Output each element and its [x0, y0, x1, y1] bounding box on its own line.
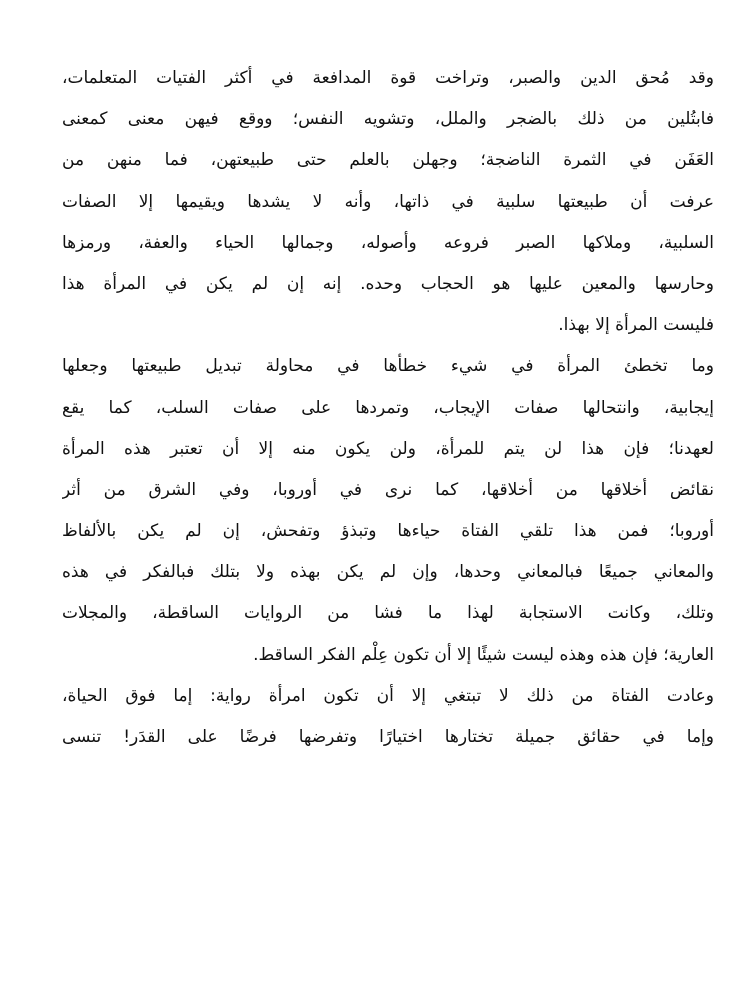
paragraph	[62, 58, 714, 346]
paragraph	[62, 346, 714, 676]
text-line: أوروبا؛ فمن هذا تلقي الفتاة حياءها وتبذؤ وتفحش، إن لم يكن بالألفاظ	[62, 521, 714, 542]
text-line: وتلك، وكانت الاستجابة لهذا ما فشا من الروايات الساقطة، والمجلات	[62, 603, 714, 624]
text-line: السلبية، وملاكها الصبر فروعه وأصوله، وجمالها الحياء والعفة، ورمزها	[62, 232, 714, 253]
text-line: وحارسها والمعين عليها هو الحجاب وحده. إنه إن لم يكن في المرأة هذا	[62, 273, 714, 294]
body-text	[62, 58, 714, 758]
text-line: فليست المرأة إلا بهذا.	[558, 315, 714, 336]
text-line: والمعاني جميعًا فبالمعاني وحدها، وإن لم يكن بهذه ولا بتلك فبالفكر في هذه	[62, 562, 714, 583]
text-line: وقد مُحق الدين والصبر، وتراخت قوة المدافعة في أكثر الفتيات المتعلمات،	[62, 68, 714, 88]
text-line: العَفَن في الثمرة الناضجة؛ وجهلن بالعلم حتى طبيعتهن، فما منهن من	[62, 150, 714, 171]
paragraph	[62, 676, 714, 758]
text-line: وعادت الفتاة من ذلك لا تبتغي إلا أن تكون امرأة رواية: إما فوق الحياة،	[62, 685, 714, 706]
text-line: وما تخطئ المرأة في شيء خطأها في محاولة تبديل طبيعتها وجعلها	[62, 356, 714, 377]
text-line: إيجابية، وانتحالها صفات الإيجاب، وتمردها على صفات السلب، كما يقع	[62, 397, 714, 418]
text-line: عرفت أن طبيعتها سلبية في ذاتها، وأنه لا يشدها ويقيمها إلا الصفات	[62, 191, 714, 212]
text-line: وإما في حقائق جميلة تختارها اختيارًا وتفرضها فرضًا على القدَر! تنسى	[62, 727, 714, 747]
text-line: العارية؛ فإن هذه وهذه ليست شيئًا إلا أن تكون عِلْم الفكر الساقط.	[253, 644, 714, 665]
text-line: فابتُلين من ذلك بالضجر والملل، وتشويه النفس؛ ووقع فيهن معنى كمعنى	[62, 109, 714, 130]
text-line: نقائض أخلاقها من أخلاقها، كما نرى في أوروبا، وفي الشرق من أثر	[62, 479, 714, 500]
text-line: لعهدنا؛ فإن هذا لن يتم للمرأة، ولن يكون منه إلا أن تعتبر هذه المرأة	[62, 438, 714, 459]
